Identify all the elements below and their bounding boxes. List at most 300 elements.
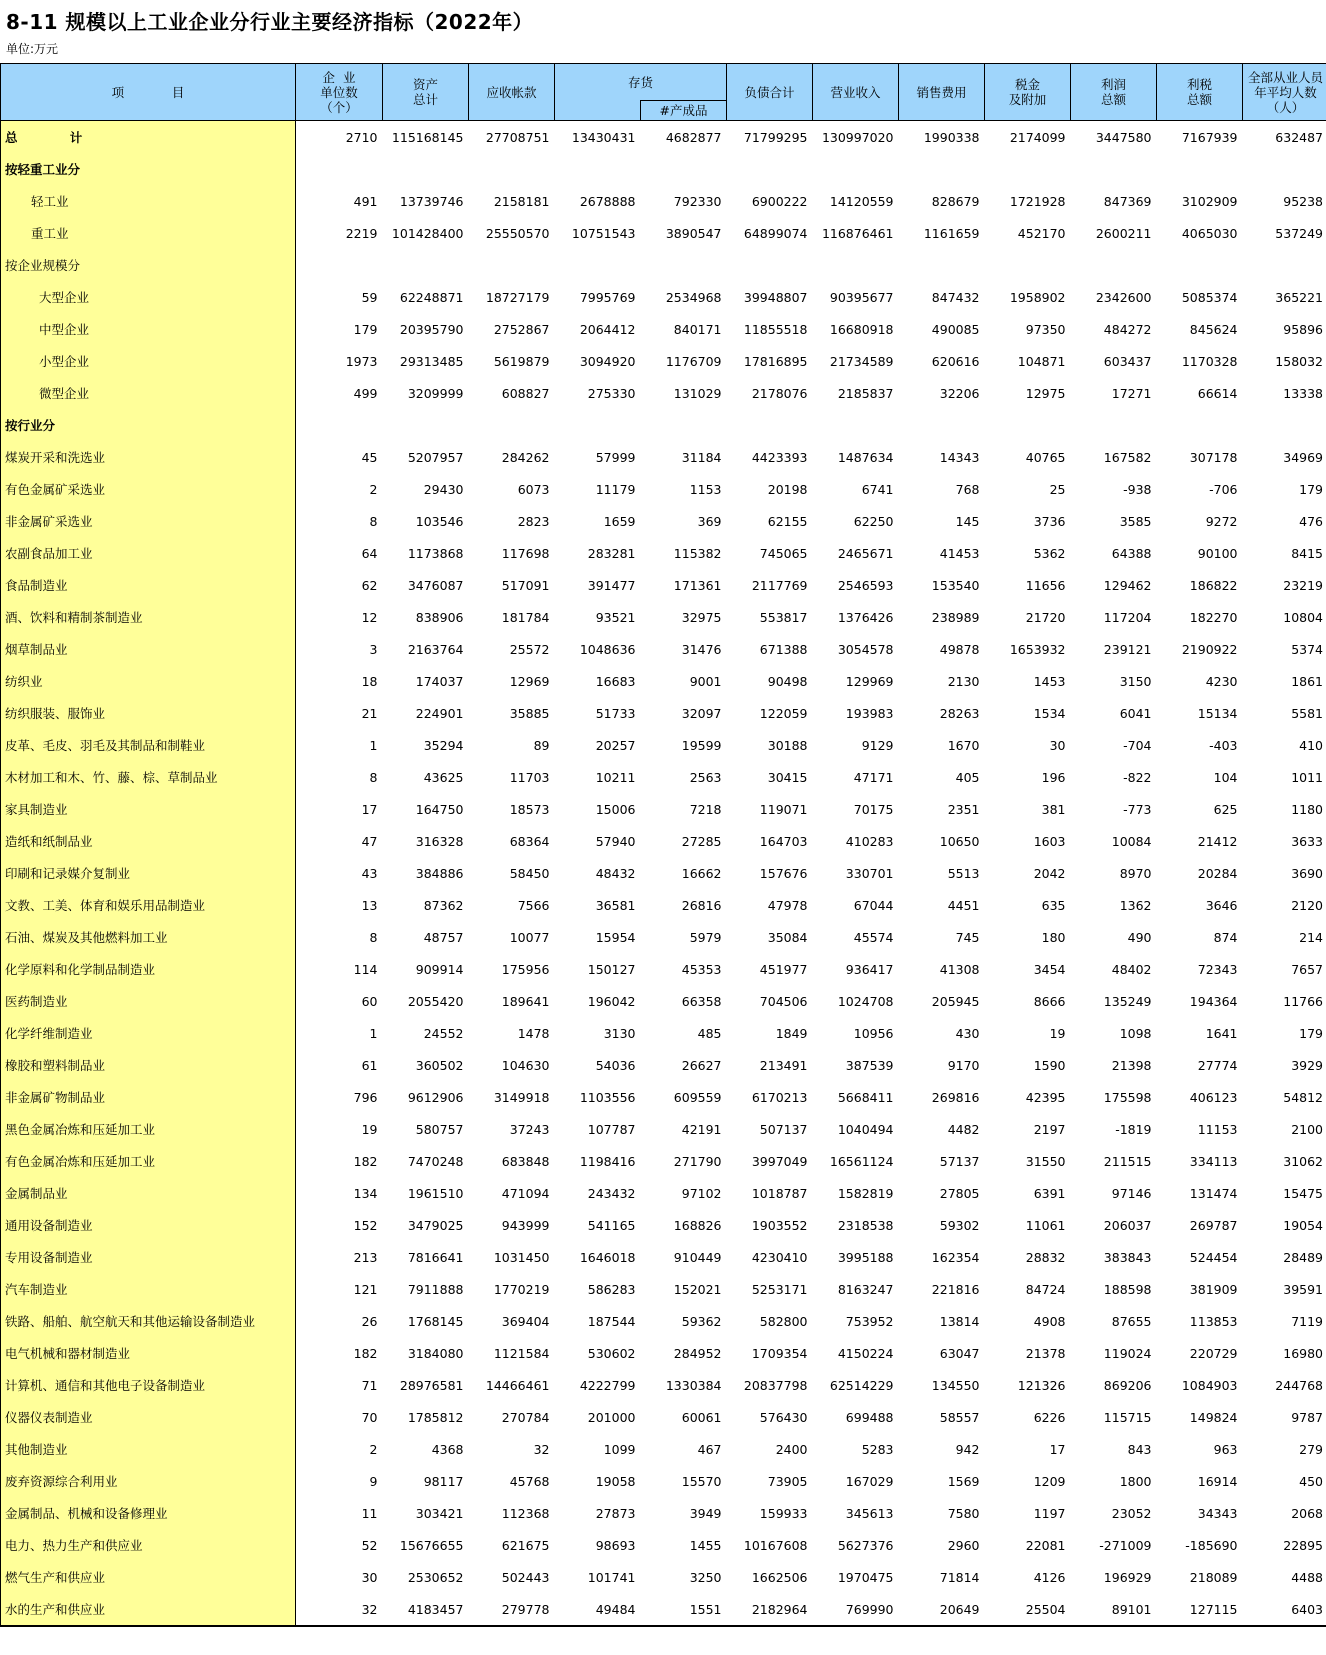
cell-value: 20649: [899, 1593, 985, 1626]
cell-value: 271790: [673, 1153, 722, 1169]
cell-value: 1: [369, 1025, 378, 1041]
cell-value: 149824: [1189, 1409, 1238, 1425]
cell-value: 31476: [681, 641, 722, 657]
cell-value: 15954: [595, 929, 636, 945]
cell-value: 6403: [1243, 1593, 1326, 1626]
cell-value: 553817: [759, 609, 808, 625]
cell-value: [985, 153, 1071, 185]
cell-value: 768: [955, 481, 980, 497]
cell-value: 179: [1243, 473, 1326, 505]
table-row: [1, 1401, 1326, 1433]
row-label: 燃气生产和供应业: [1, 1561, 296, 1593]
cell-value: 7995769: [579, 289, 636, 305]
cell-value: 576430: [759, 1409, 808, 1425]
cell-value: 1362: [1119, 897, 1152, 913]
row-label: 造纸和纸制品业: [1, 825, 296, 857]
cell-value: 4065030: [1181, 225, 1238, 241]
cell-value: 26: [361, 1313, 378, 1329]
row-label: 橡胶和塑料制品业: [1, 1049, 296, 1081]
cell-value: 796: [353, 1089, 378, 1105]
cell-value: 1048636: [579, 641, 636, 657]
cell-value: 843: [1127, 1441, 1152, 1457]
cell-value: -706: [1209, 481, 1238, 497]
cell-value: 5374: [1243, 633, 1326, 665]
row-label: 纺织业: [1, 665, 296, 697]
cell-value: 874: [1213, 929, 1238, 945]
cell-value: 101741: [587, 1569, 636, 1585]
cell-value: 1180: [1243, 793, 1326, 825]
cell-value: 9612906: [407, 1089, 464, 1105]
row-label: 水的生产和供应业: [1, 1593, 296, 1626]
cell-value: 963: [1213, 1441, 1238, 1457]
header-profit-tax-line1: 利税: [1187, 77, 1213, 92]
cell-value: 845624: [1189, 321, 1238, 337]
cell-value: 1084903: [1181, 1377, 1238, 1393]
cell-value: 11: [361, 1505, 378, 1521]
cell-value: 206037: [1103, 1217, 1152, 1233]
row-label: 废弃资源综合利用业: [1, 1465, 296, 1497]
cell-value: 179: [353, 321, 378, 337]
cell-value: 1670: [947, 737, 980, 753]
cell-value: 90100: [1197, 545, 1238, 561]
table-row: [1, 1305, 1326, 1337]
cell-value: -1819: [1115, 1121, 1152, 1137]
cell-value: 167582: [1103, 449, 1152, 465]
row-label: 汽车制造业: [1, 1273, 296, 1305]
cell-value: 17271: [1111, 385, 1152, 401]
cell-value: 93521: [595, 609, 636, 625]
row-label: 轻工业: [1, 185, 296, 217]
cell-value: [1071, 153, 1157, 185]
cell-value: 391477: [587, 577, 636, 593]
cell-value: 2219: [345, 225, 378, 241]
cell-value: 491: [353, 193, 378, 209]
cell-value: 847432: [931, 289, 980, 305]
cell-value: 8970: [1119, 865, 1152, 881]
cell-value: 52: [361, 1537, 378, 1553]
cell-value: 2158181: [493, 193, 550, 209]
cell-value: 580757: [415, 1121, 464, 1137]
cell-value: [813, 409, 899, 441]
cell-value: 64899074: [743, 225, 808, 241]
cell-value: 32206: [939, 385, 980, 401]
row-label: 大型企业: [1, 281, 296, 313]
cell-value: 6073: [517, 481, 550, 497]
table-row: [1, 281, 1326, 313]
cell-value: 15570: [681, 1473, 722, 1489]
cell-value: [727, 153, 813, 185]
cell-value: 22895: [1243, 1529, 1326, 1561]
cell-value: 21412: [1197, 833, 1238, 849]
cell-value: -271009: [1099, 1537, 1152, 1553]
table-row: [1, 121, 1326, 154]
cell-value: 115715: [1103, 1409, 1152, 1425]
cell-value: 4222799: [579, 1377, 636, 1393]
table-row: [1, 793, 1326, 825]
cell-value: 19: [361, 1121, 378, 1137]
cell-value: 530602: [587, 1345, 636, 1361]
cell-value: 1098: [1119, 1025, 1152, 1041]
cell-value: [1243, 249, 1326, 281]
cell-value: 2465671: [837, 545, 894, 561]
row-label: 木材加工和木、竹、藤、棕、草制品业: [1, 761, 296, 793]
cell-value: 490: [1127, 929, 1152, 945]
cell-value: 14120559: [829, 193, 894, 209]
cell-value: 157676: [759, 865, 808, 881]
header-profit-tax: [1157, 64, 1243, 121]
cell-value: 205945: [931, 993, 980, 1009]
header-profit: [1071, 64, 1157, 121]
cell-value: 269787: [1189, 1217, 1238, 1233]
row-label: 家具制造业: [1, 793, 296, 825]
cell-value: 3633: [1243, 825, 1326, 857]
cell-value: -773: [1123, 801, 1152, 817]
cell-value: 7119: [1243, 1305, 1326, 1337]
cell-value: 14343: [939, 449, 980, 465]
cell-value: 159933: [759, 1505, 808, 1521]
cell-value: 135249: [1103, 993, 1152, 1009]
cell-value: 43625: [423, 769, 464, 785]
cell-value: 15475: [1243, 1177, 1326, 1209]
cell-value: 167029: [845, 1473, 894, 1489]
cell-value: 3890547: [665, 225, 722, 241]
cell-value: 2546593: [837, 577, 894, 593]
cell-value: [813, 249, 899, 281]
cell-value: 6900222: [751, 193, 808, 209]
cell-value: 1861: [1243, 665, 1326, 697]
cell-value: 13739746: [399, 193, 464, 209]
cell-value: 47171: [853, 769, 894, 785]
cell-value: 164750: [415, 801, 464, 817]
cell-value: 745: [955, 929, 980, 945]
cell-value: 16680918: [829, 321, 894, 337]
cell-value: 384886: [415, 865, 464, 881]
cell-value: 467: [697, 1441, 722, 1457]
cell-value: [727, 249, 813, 281]
cell-value: 1031450: [493, 1249, 550, 1265]
cell-value: 13430431: [571, 129, 636, 145]
header-taxes-line2: 及附加: [1008, 92, 1047, 107]
cell-value: 17: [361, 801, 378, 817]
cell-value: 3929: [1243, 1049, 1326, 1081]
row-label: 专用设备制造业: [1, 1241, 296, 1273]
cell-value: [641, 153, 727, 185]
row-label: 仪器仪表制造业: [1, 1401, 296, 1433]
table-row: [1, 1529, 1326, 1561]
cell-value: [899, 153, 985, 185]
cell-value: 2400: [775, 1441, 808, 1457]
cell-value: 214: [1243, 921, 1326, 953]
cell-value: 1903552: [751, 1217, 808, 1233]
cell-value: 840171: [673, 321, 722, 337]
cell-value: 603437: [1103, 353, 1152, 369]
cell-value: 21720: [1025, 609, 1066, 625]
cell-value: 131474: [1189, 1185, 1238, 1201]
table-row: [1, 1017, 1326, 1049]
cell-value: 847369: [1103, 193, 1152, 209]
cell-value: 60061: [681, 1409, 722, 1425]
cell-value: 7566: [517, 897, 550, 913]
row-label: 有色金属矿采选业: [1, 473, 296, 505]
cell-value: 3585: [1119, 513, 1152, 529]
cell-value: 942: [955, 1441, 980, 1457]
cell-value: 632487: [1243, 121, 1326, 154]
cell-value: -403: [1209, 737, 1238, 753]
cell-value: 42191: [681, 1121, 722, 1137]
row-label: 总 计: [1, 121, 296, 154]
cell-value: 152: [353, 1217, 378, 1233]
cell-value: 3997049: [751, 1153, 808, 1169]
cell-value: 5513: [947, 865, 980, 881]
cell-value: 621675: [501, 1537, 550, 1553]
cell-value: 112368: [501, 1505, 550, 1521]
cell-value: 4230410: [751, 1249, 808, 1265]
cell-value: 704506: [759, 993, 808, 1009]
cell-value: 620616: [931, 353, 980, 369]
cell-value: 3054578: [837, 641, 894, 657]
cell-value: 179: [1243, 1017, 1326, 1049]
cell-value: 1990338: [923, 129, 980, 145]
cell-value: 130997020: [821, 129, 894, 145]
cell-value: 369: [697, 513, 722, 529]
cell-value: 4230: [1205, 673, 1238, 689]
cell-value: 502443: [501, 1569, 550, 1585]
cell-value: 12969: [509, 673, 550, 689]
cell-value: 6170213: [751, 1089, 808, 1105]
cell-value: 42395: [1025, 1089, 1066, 1105]
cell-value: 62155: [767, 513, 808, 529]
cell-value: 360502: [415, 1057, 464, 1073]
cell-value: 3250: [689, 1569, 722, 1585]
row-label: 电力、热力生产和供应业: [1, 1529, 296, 1561]
cell-value: 450: [1243, 1465, 1326, 1497]
cell-value: 1173868: [407, 545, 464, 561]
cell-value: 6391: [1033, 1185, 1066, 1201]
cell-value: 58450: [509, 865, 550, 881]
cell-value: 7218: [689, 801, 722, 817]
row-label: 电气机械和器材制造业: [1, 1337, 296, 1369]
cell-value: 15134: [1197, 705, 1238, 721]
cell-value: 1849: [775, 1025, 808, 1041]
cell-value: [469, 409, 555, 441]
table-row: [1, 1561, 1326, 1593]
cell-value: 243432: [587, 1185, 636, 1201]
cell-value: 476: [1243, 505, 1326, 537]
cell-value: 7167939: [1181, 129, 1238, 145]
cell-value: 28832: [1025, 1249, 1066, 1265]
cell-value: 23219: [1243, 569, 1326, 601]
cell-value: 2182964: [727, 1593, 813, 1626]
cell-value: 113853: [1189, 1313, 1238, 1329]
cell-value: 1662506: [751, 1569, 808, 1585]
cell-value: [1157, 153, 1243, 185]
cell-value: 936417: [845, 961, 894, 977]
row-label: 黑色金属冶炼和压延加工业: [1, 1113, 296, 1145]
cell-value: 196: [1041, 769, 1066, 785]
cell-value: 5668411: [837, 1089, 894, 1105]
cell-value: 1040494: [837, 1121, 894, 1137]
cell-value: 7657: [1243, 953, 1326, 985]
cell-value: 1487634: [837, 449, 894, 465]
cell-value: 2530652: [407, 1569, 464, 1585]
cell-value: 334113: [1189, 1153, 1238, 1169]
page-title: 8-11 规模以上工业企业分行业主要经济指标（2022年）: [6, 10, 534, 34]
cell-value: 18: [361, 673, 378, 689]
cell-value: 753952: [845, 1313, 894, 1329]
cell-value: 8163247: [837, 1281, 894, 1297]
cell-value: 2: [369, 481, 378, 497]
table-row: [1, 313, 1326, 345]
cell-value: 671388: [759, 641, 808, 657]
cell-value: 3130: [603, 1025, 636, 1041]
cell-value: 48757: [423, 929, 464, 945]
cell-value: 84724: [1025, 1281, 1066, 1297]
cell-value: 29313485: [399, 353, 464, 369]
cell-value: 2185837: [837, 385, 894, 401]
cell-value: 90498: [767, 673, 808, 689]
row-label: 按企业规模分: [1, 249, 296, 281]
cell-value: 16561124: [829, 1153, 894, 1169]
cell-value: [1071, 249, 1157, 281]
cell-value: 383843: [1103, 1249, 1152, 1265]
cell-value: 2197: [1033, 1121, 1066, 1137]
cell-value: 2752867: [493, 321, 550, 337]
cell-value: 48402: [1111, 961, 1152, 977]
table-row: [1, 1081, 1326, 1113]
cell-value: 27805: [939, 1185, 980, 1201]
cell-value: 910449: [673, 1249, 722, 1265]
cell-value: 1018787: [751, 1185, 808, 1201]
cell-value: 2042: [1033, 865, 1066, 881]
cell-value: 34969: [1243, 441, 1326, 473]
table-row: [1, 1497, 1326, 1529]
cell-value: 193983: [845, 705, 894, 721]
cell-value: 188598: [1103, 1281, 1152, 1297]
cell-value: 451977: [759, 961, 808, 977]
cell-value: 31184: [681, 449, 722, 465]
cell-value: 39948807: [743, 289, 808, 305]
cell-value: 97102: [681, 1185, 722, 1201]
cell-value: 2678888: [579, 193, 636, 209]
cell-value: 828679: [931, 193, 980, 209]
cell-value: 58557: [939, 1409, 980, 1425]
cell-value: 2064412: [579, 321, 636, 337]
cell-value: 26627: [681, 1057, 722, 1073]
cell-value: 145: [955, 513, 980, 529]
cell-value: 1721928: [1009, 193, 1066, 209]
cell-value: 7470248: [407, 1153, 464, 1169]
cell-value: 452170: [1017, 225, 1066, 241]
header-profit-line1: 利润: [1101, 77, 1127, 92]
cell-value: 2068: [1243, 1497, 1326, 1529]
cell-value: 35294: [423, 737, 464, 753]
cell-value: 32097: [681, 705, 722, 721]
cell-value: 4423393: [751, 449, 808, 465]
cell-value: 35885: [509, 705, 550, 721]
cell-value: 62514229: [829, 1377, 894, 1393]
cell-value: 9001: [689, 673, 722, 689]
cell-value: 406123: [1189, 1089, 1238, 1105]
cell-value: 1958902: [1009, 289, 1066, 305]
cell-value: 3: [369, 641, 378, 657]
table-row: [1, 217, 1326, 249]
cell-value: 104871: [1017, 353, 1066, 369]
cell-value: 41453: [939, 545, 980, 561]
cell-value: 16683: [595, 673, 636, 689]
cell-value: 89: [533, 737, 550, 753]
row-label: 医药制造业: [1, 985, 296, 1017]
cell-value: 4150224: [837, 1345, 894, 1361]
cell-value: 181784: [501, 609, 550, 625]
cell-value: 175598: [1103, 1089, 1152, 1105]
cell-value: 19054: [1243, 1209, 1326, 1241]
table-row: [1, 505, 1326, 537]
cell-value: 10077: [509, 929, 550, 945]
header-enterprises-line1: 企 业: [322, 69, 356, 85]
header-enterprises: [296, 64, 383, 121]
cell-value: 745065: [759, 545, 808, 561]
header-enterprises-line2: 单位数: [320, 84, 358, 100]
table-row: [1, 729, 1326, 761]
cell-value: 7911888: [407, 1281, 464, 1297]
cell-value: 71814: [939, 1569, 980, 1585]
cell-value: 221816: [931, 1281, 980, 1297]
cell-value: 3479025: [407, 1217, 464, 1233]
cell-value: 21378: [1025, 1345, 1066, 1361]
cell-value: 67044: [853, 897, 894, 913]
table-row: [1, 1593, 1326, 1626]
cell-value: 11061: [1025, 1217, 1066, 1233]
cell-value: 499: [353, 385, 378, 401]
cell-value: 194364: [1189, 993, 1238, 1009]
cell-value: 43: [361, 865, 378, 881]
cell-value: 8: [369, 769, 378, 785]
cell-value: 20284: [1197, 865, 1238, 881]
cell-value: 5085374: [1181, 289, 1238, 305]
cell-value: 3736: [1033, 513, 1066, 529]
cell-value: 7816641: [407, 1249, 464, 1265]
cell-value: 1376426: [837, 609, 894, 625]
cell-value: 25: [1049, 481, 1066, 497]
cell-value: 18573: [509, 801, 550, 817]
cell-value: 11179: [595, 481, 636, 497]
cell-value: 60: [361, 993, 378, 1009]
row-label: 其他制造业: [1, 1433, 296, 1465]
cell-value: [641, 409, 727, 441]
cell-value: 45574: [853, 929, 894, 945]
row-label: 中型企业: [1, 313, 296, 345]
cell-value: 9: [369, 1473, 378, 1489]
row-label: 金属制品业: [1, 1177, 296, 1209]
cell-value: 635: [1041, 897, 1066, 913]
cell-value: 625: [1213, 801, 1238, 817]
table-row: [1, 665, 1326, 697]
cell-value: 792330: [673, 193, 722, 209]
cell-value: 224901: [415, 705, 464, 721]
cell-value: 430: [955, 1025, 980, 1041]
cell-value: 1024708: [837, 993, 894, 1009]
cell-value: 87362: [423, 897, 464, 913]
table-row: [1, 953, 1326, 985]
cell-value: [296, 153, 383, 185]
cell-value: 196042: [587, 993, 636, 1009]
header-taxes-line1: 税金: [1015, 77, 1041, 92]
cell-value: 1770219: [493, 1281, 550, 1297]
cell-value: 2563: [689, 769, 722, 785]
cell-value: 11703: [509, 769, 550, 785]
cell-value: 62250: [853, 513, 894, 529]
cell-value: 284952: [673, 1345, 722, 1361]
